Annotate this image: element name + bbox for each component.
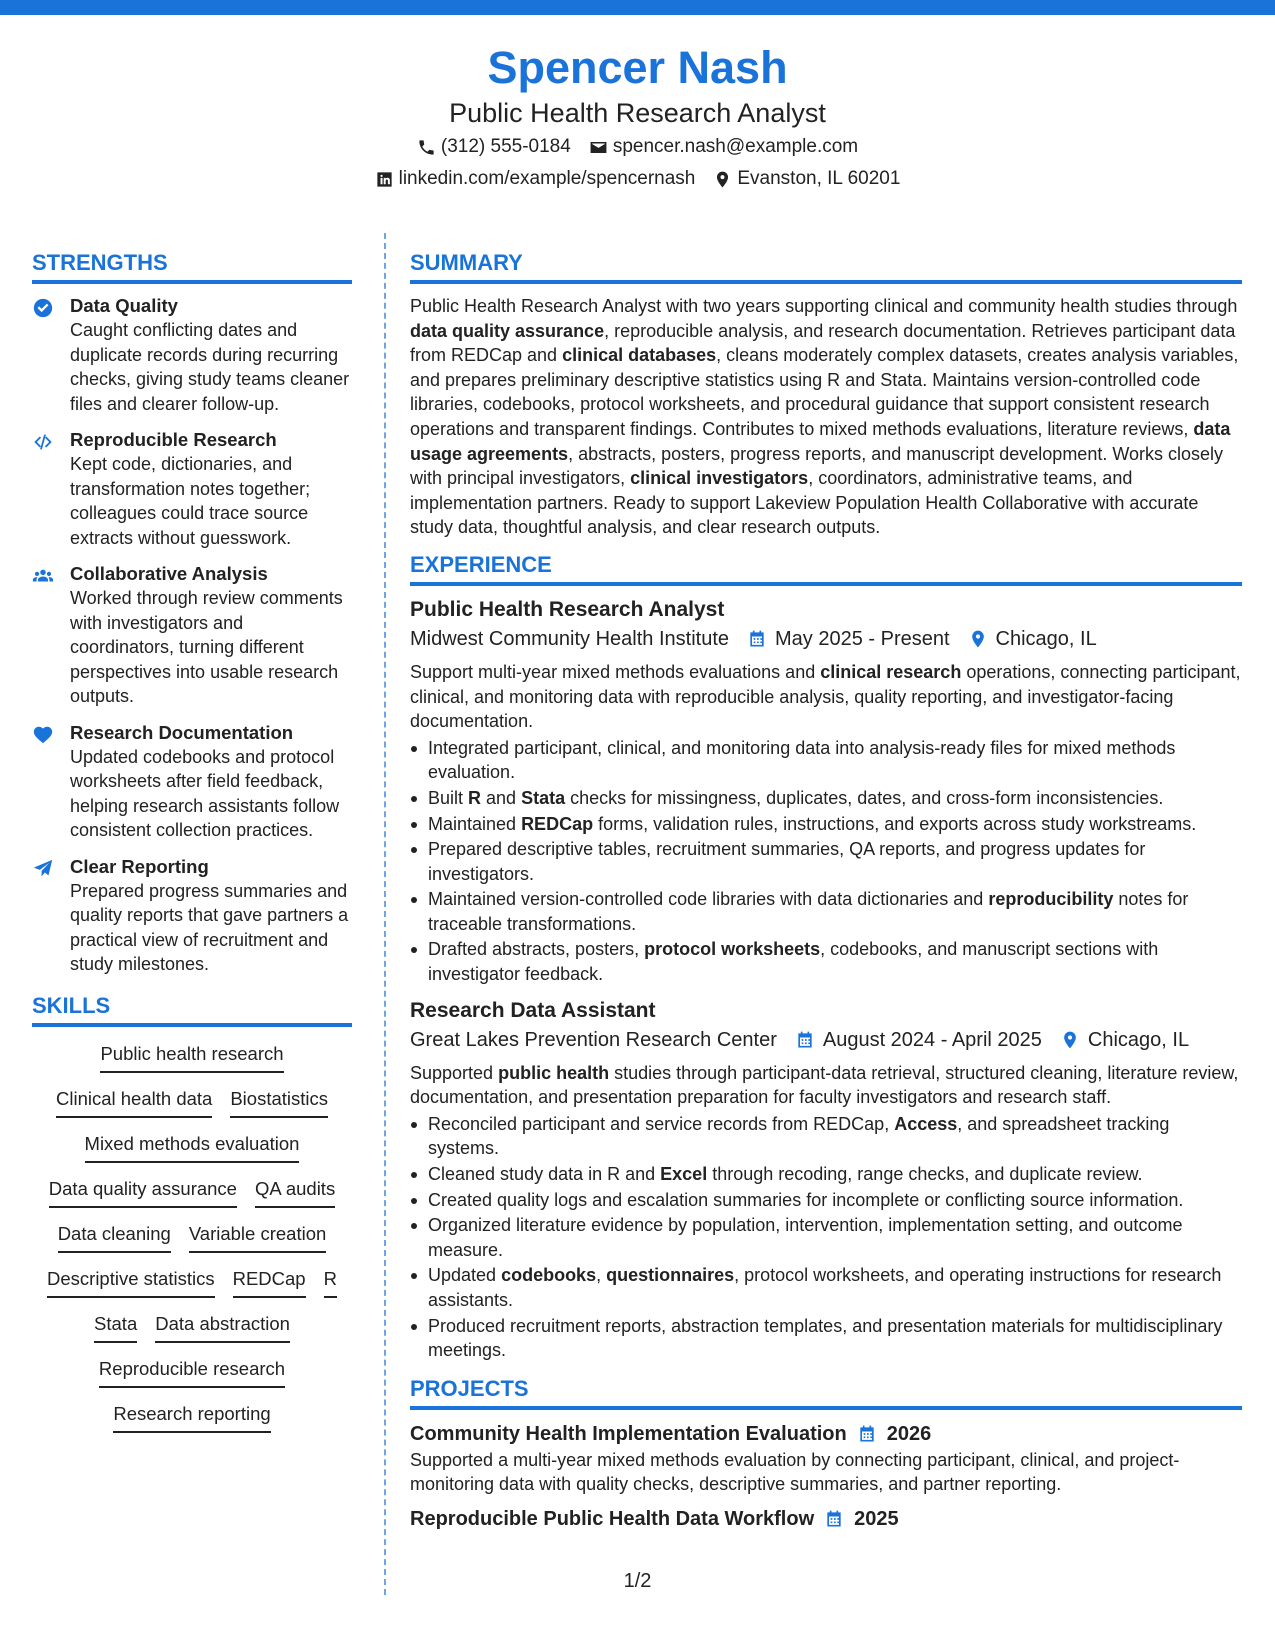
strength-title: Reproducible Research [70,429,277,450]
strength-description: Kept code, dictionaries, and transformation notes together; colleagues could trace source extracts without guesswork. [70,454,311,548]
email-contact[interactable] [589,132,858,162]
phone-contact [417,132,571,162]
code-icon [32,431,54,453]
skill-row [32,1221,352,1266]
text-run: notes for traceable transformations. [428,889,1189,934]
text-run: Produced recruitment reports, abstraction templates, and presentation materials for multidisciplinary meetings. [428,1315,1223,1361]
bold-text: Excel [660,1164,708,1185]
skill-row [32,1356,352,1401]
job-meta [410,1025,1242,1055]
text-run: checks for missingness, duplicates, dates, and cross-form inconsistencies. [565,787,1164,808]
text-run: and [481,787,522,808]
strength-icon-wrap [32,855,58,977]
bullet-item [410,887,1242,936]
text-run: Prepared descriptive tables, recruitment summaries, QA reports, and progress updates for investigators. [428,839,1146,884]
phone-icon [417,138,436,157]
job-entry [410,596,1242,987]
job-intro [410,1061,1242,1110]
bullet-item [410,1263,1242,1312]
job-title: Public Health Research Analyst [410,597,725,621]
strength-body [70,562,352,709]
users-icon [32,565,54,587]
project-year: 2026 [886,1422,932,1445]
strength-description: Worked through review comments with investigators and coordinators, turning different perspectives into usable research outputs. [70,588,343,706]
job-entry [410,997,1242,1363]
project-title-row [410,1420,1242,1448]
location-text: Evanston, IL 60201 [737,168,901,189]
bullet-item [410,837,1242,886]
job-location [1060,1025,1189,1055]
bullet-item [410,1314,1242,1363]
text-run: studies through participant-data retrieval, structured cleaning, literature review, documentation, and presentation preparation for faculty investigators and research staff. [410,1062,1239,1108]
text-run: Built [428,787,469,808]
skill-row [32,1041,352,1086]
job-location-text: Chicago, IL [995,627,1097,650]
text-run: forms, validation rules, instructions, and exports across study workstreams. [593,813,1197,834]
skill-tag: Stata [94,1311,137,1343]
project-title: Reproducible Public Health Data Workflow [410,1507,815,1530]
text-run: Maintained version-controlled code libraries with data dictionaries and [428,889,989,910]
paper-plane-icon [32,858,54,880]
bold-text: REDCap [521,813,594,834]
text-run: , reproducible analysis, and research documentation. Retrieves participant data from REDCap and [410,320,1236,366]
text-run: Created quality logs and escalation summaries for incomplete or conflicting source information. [428,1189,1184,1210]
projects-list [410,1420,1242,1533]
job-organization: Great Lakes Prevention Research Center [410,1028,777,1051]
bold-text: data quality assurance [410,320,605,341]
text-run: Drafted abstracts, posters, [428,939,645,960]
strength-body [70,294,352,416]
top-accent-bar [0,0,1275,15]
text-run: Supported [410,1062,499,1083]
text-run: Organized literature evidence by population, intervention, implementation setting, and outcome measure. [428,1215,1183,1260]
skill-tag: QA audits [255,1176,335,1208]
strength-icon-wrap [32,294,58,416]
job-bullets [410,1112,1242,1363]
project-title: Community Health Implementation Evaluation [410,1422,847,1445]
skill-tag: Data cleaning [58,1221,171,1253]
page-number: 1/2 [623,1570,652,1592]
strength-description: Prepared progress summaries and quality reports that gave partners a practical view of recruitment and study milestones. [70,880,349,974]
project-title-row [410,1505,1242,1533]
text-run: , protocol worksheets, and operating instructions for research assistants. [428,1265,1222,1310]
project-entry [410,1420,1242,1497]
job-organization: Midwest Community Health Institute [410,627,730,650]
skill-row [32,1176,352,1221]
bold-text: clinical databases [562,345,717,366]
text-run: Reconciled participant and service records from REDCap, [428,1113,895,1134]
text-run: , coordinators, administrative teams, and implementation partners. Ready to support Lakeview Population Health Collaborative with accurate study data, thoughtful analysis, and clear research outputs. [410,468,1199,538]
text-run: Maintained [428,813,522,834]
bold-text: codebooks [501,1265,597,1286]
strength-icon-wrap [32,721,58,843]
job-meta [410,624,1242,654]
skills-heading: SKILLS [32,993,352,1027]
strength-body [70,721,352,843]
skills-list [32,1041,352,1446]
skill-tag: Descriptive statistics [47,1266,215,1298]
bullet-item [410,736,1242,785]
text-run: through recoding, range checks, and duplicate review. [707,1164,1143,1185]
bullet-item [410,937,1242,986]
strength-title: Research Documentation [70,721,294,743]
strength-icon-wrap [32,428,58,550]
bullet-item [410,786,1242,811]
job-dates-text: August 2024 - April 2025 [822,1028,1042,1051]
resume-header [0,40,1275,194]
text-run: Updated [428,1265,502,1286]
bold-text: data usage agreements [410,418,1231,464]
strength-item [32,562,352,709]
skill-tag: Reproducible research [99,1356,285,1388]
strength-item [32,294,352,416]
map-marker-icon [713,170,732,189]
bold-text: R [468,787,482,808]
summary-text [410,294,1242,540]
bold-text: protocol worksheets [644,939,821,960]
job-dates [747,624,950,654]
heart-icon [32,724,54,746]
text-run: , cleans moderately complex datasets, creates analysis variables, and prepares preliminary descriptive statistics using R and Stata. Maintains version-controlled code libraries, codebooks, protocol worksheets, and procedural guidance that support consistent research operations and transparent findings. Contributes to mixed methods evaluations, literature reviews, [410,345,1239,439]
bullet-item [410,1213,1242,1262]
linkedin-contact[interactable] [375,164,696,194]
job-title: Research Data Assistant [410,998,656,1022]
skill-tag: Variable creation [189,1221,326,1253]
skill-tag: Data abstraction [155,1311,290,1343]
jobs-list [410,596,1242,1363]
strengths-list [32,294,352,977]
phone-text: (312) 555-0184 [440,136,571,157]
candidate-title: Public Health Research Analyst [449,98,826,128]
column-divider [384,233,386,1595]
strength-item [32,428,352,550]
project-year: 2025 [854,1507,899,1530]
map-marker-icon [968,629,988,649]
strength-title: Clear Reporting [70,855,209,877]
skill-row [32,1266,352,1311]
skill-row [32,1086,352,1131]
project-entry [410,1505,1242,1533]
projects-heading: PROJECTS [410,1376,1242,1410]
strength-item [32,855,352,977]
bold-text: reproducibility [988,889,1114,910]
map-marker-icon [1060,1030,1080,1050]
job-intro [410,660,1242,734]
strength-description: Caught conflicting dates and duplicate records during recurring checks, giving study teams cleaner files and clearer follow-up. [70,320,350,414]
text-run: Support multi-year mixed methods evaluations and [410,661,821,682]
calendar-icon [824,1509,844,1529]
strength-description: Updated codebooks and protocol worksheets after field feedback, helping research assistants follow consistent collection practices. [70,746,340,840]
skill-row [32,1401,352,1446]
strength-body [70,428,352,550]
candidate-name: Spencer Nash [487,42,788,93]
text-run: , abstracts, posters, progress reports, and manuscript development. Works closely with principal investigators, [410,443,1224,489]
strength-icon-wrap [32,562,58,709]
skill-row [32,1311,352,1356]
text-run: , [596,1265,607,1286]
text-run: operations, connecting participant, clinical, and monitoring data with reproducible analysis, quality reporting, and investigator-facing documentation. [410,661,1241,732]
skill-tag: Data quality assurance [49,1176,237,1208]
strength-title: Data Quality [70,295,178,316]
location-contact [713,164,900,194]
skill-row [32,1131,352,1176]
bullet-item [410,812,1242,837]
text-run: , and spreadsheet tracking systems. [428,1113,1170,1159]
text-run: , codebooks, and manuscript sections with investigator feedback. [428,939,1159,985]
bold-text: questionnaires [606,1265,735,1286]
text-run: Public Health Research Analyst with two years supporting clinical and community health studies through [410,296,1238,316]
job-location-text: Chicago, IL [1087,1028,1190,1051]
strength-item [32,721,352,843]
envelope-icon [589,138,608,157]
right-column [410,250,1242,1533]
strengths-heading: STRENGTHS [32,250,352,284]
bullet-item [410,1188,1242,1213]
bullet-item [410,1162,1242,1187]
bold-text: Access [894,1113,958,1134]
contact-row-1 [0,132,1275,162]
contact-row-2 [0,164,1275,194]
linkedin-icon [375,170,394,189]
strength-body [70,855,352,977]
skill-tag: Biostatistics [230,1086,328,1118]
job-dates [795,1025,1042,1055]
linkedin-text[interactable]: linkedin.com/example/spencernash [398,168,696,189]
summary-heading: SUMMARY [410,250,1242,284]
text-run: Cleaned study data in R and [428,1164,661,1185]
skill-tag: Public health research [100,1041,283,1073]
job-bullets [410,736,1242,987]
bold-text: public health [498,1062,610,1083]
check-circle-icon [32,297,54,319]
skill-tag: Clinical health data [56,1086,212,1118]
project-description: Supported a multi-year mixed methods evaluation by connecting participant, clinical, and project-monitoring data with quality checks, descriptive summaries, and partner reporting. [410,1449,1180,1495]
calendar-icon [747,629,767,649]
left-column [32,250,352,1446]
bullet-item [410,1112,1242,1161]
text-run: Integrated participant, clinical, and monitoring data into analysis-ready files for mixed methods evaluation. [428,737,1176,783]
job-dates-text: May 2025 - Present [775,627,950,650]
skill-tag: REDCap [233,1266,306,1298]
experience-heading: EXPERIENCE [410,552,1242,586]
bold-text: Stata [521,787,566,808]
bold-text: clinical research [820,661,962,682]
skill-tag: R [324,1266,337,1298]
calendar-icon [857,1424,877,1444]
calendar-icon [795,1030,815,1050]
skill-tag: Mixed methods evaluation [85,1131,300,1163]
job-location [968,624,1097,654]
bold-text: clinical investigators [630,468,809,489]
strength-title: Collaborative Analysis [70,563,268,584]
skill-tag: Research reporting [113,1401,270,1433]
email-text[interactable]: spencer.nash@example.com [612,136,859,157]
